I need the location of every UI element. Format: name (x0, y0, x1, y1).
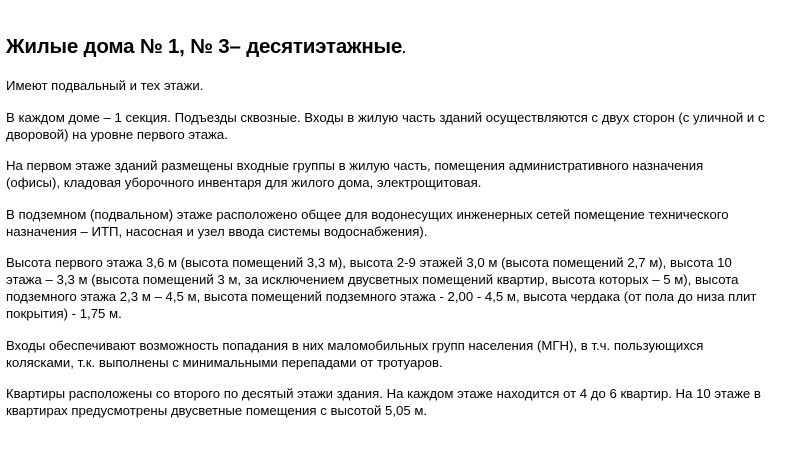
paragraph-line: На первом этаже зданий размещены входные группы в жилую часть, помещения административного назначения (6, 158, 704, 173)
paragraph (6, 77, 794, 94)
paragraph-line: подземного этажа 2,3 м – 4,5 м, высота помещений подземного этажа - 2,00 - 4,5 м, высота чердака (от пола до низа плит (6, 289, 757, 304)
paragraph-line: Входы обеспечивают возможность попадания в них маломобильных групп населения (МГН), в т.ч. пользующихся (6, 337, 704, 353)
paragraph-line: Высота первого этажа 3,6 м (высота помещений 3,3 м), высота 2-9 этажей 3,0 м (высота помещений 2,7 м), высота 10 (6, 255, 732, 270)
paragraph-line: Квартиры расположены со второго по десятый этажи здания. На каждом этаже находится от 4 до 6 квартир. На 10 этаже в (6, 386, 761, 401)
paragraph-line: покрытия) - 1,75 м. (6, 306, 122, 321)
paragraph-line: этажа – 3,3 м (высота помещений 3 м, за исключением двусветных помещений квартир, высота которых – 5 м), высота (6, 272, 739, 287)
title-suffix: . (402, 41, 406, 56)
paragraph-line: В каждом доме – 1 секция. Подъезды сквозные. Входы в жилую часть зданий осуществляются с двух сторон (с уличной и с (6, 109, 765, 125)
document-title (6, 34, 794, 62)
title-text: Жилые дома № 1, № 3– десятиэтажные (6, 35, 403, 58)
paragraph-line: квартирах предусмотрены двусветные помещения с высотой 5,05 м. (6, 403, 428, 418)
paragraph (6, 157, 794, 191)
paragraph (6, 254, 794, 322)
paragraph-line: Имеют подвальный и тех этажи. (6, 78, 204, 93)
paragraph-line: назначения – ИТП, насосная и узел ввода системы водоснабжения). (6, 223, 428, 239)
paragraph-line: дворовой) на уровне первого этажа. (6, 126, 228, 142)
paragraph-line: В подземном (подвальном) этаже расположено общее для водонесущих инженерных сетей помещение технического (6, 206, 729, 222)
paragraph-line: (офисы), кладовая уборочного инвентаря для жилого дома, электрощитовая. (6, 175, 482, 190)
document-page (6, 34, 794, 434)
paragraph (6, 337, 794, 371)
paragraph-list (6, 77, 794, 419)
paragraph (6, 109, 794, 143)
paragraph (6, 385, 794, 419)
paragraph (6, 206, 794, 240)
paragraph-line: колясками, т.к. выполнены с минимальными перепадами от тротуаров. (6, 354, 443, 370)
